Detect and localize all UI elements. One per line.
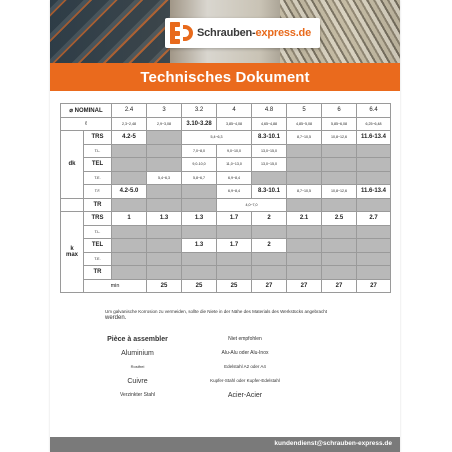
table-cell: 11.6-13.4 [357, 185, 391, 199]
material-name: Pièce à assembler [107, 336, 168, 343]
table-cell: 5,4~6,3 [182, 131, 252, 145]
empty-cell [217, 266, 252, 280]
empty-cell [322, 158, 357, 172]
empty-cell [322, 198, 357, 212]
empty-cell [322, 171, 357, 185]
empty-cell [147, 266, 182, 280]
empty-cell [357, 158, 391, 172]
table-cell: 6 [322, 104, 357, 118]
table-cell: 2.5 [322, 212, 357, 226]
table-cell: 10,8~12,6 [322, 131, 357, 145]
table-cell: 3.2 [182, 104, 217, 118]
table-row [61, 104, 391, 118]
empty-cell [287, 171, 322, 185]
table-cell: 2,3~2,48 [112, 117, 147, 131]
table-row [61, 117, 391, 131]
table-cell: 5,4~6,3 [147, 171, 182, 185]
recommended-rivet: Niet empfohlen [228, 336, 262, 342]
empty-cell [147, 252, 182, 266]
empty-cell [252, 252, 287, 266]
empty-cell [182, 266, 217, 280]
table-cell: min [84, 279, 147, 293]
table-cell: 25 [147, 279, 182, 293]
table-cell: 1.7 [217, 239, 252, 253]
empty-cell [182, 252, 217, 266]
material-row [100, 336, 310, 350]
empty-cell [252, 171, 287, 185]
table-cell: 2 [252, 239, 287, 253]
brand-logo-icon [170, 22, 194, 44]
table-cell: 6,9~8,4 [217, 185, 252, 199]
table-row [61, 171, 391, 185]
empty-cell [322, 225, 357, 239]
recommended-rivet: Kupfer-Stahl oder Kupfer-Edelstahl [210, 378, 280, 383]
empty-cell [147, 239, 182, 253]
empty-cell [112, 225, 147, 239]
tools-photo [50, 0, 170, 63]
empty-cell [287, 266, 322, 280]
empty-cell [322, 266, 357, 280]
empty-cell [147, 144, 182, 158]
empty-cell [357, 252, 391, 266]
table-cell [61, 198, 84, 212]
table-cell: 1.3 [182, 239, 217, 253]
table-cell: k max [61, 212, 84, 293]
table-cell: 6.4 [357, 104, 391, 118]
empty-cell [357, 171, 391, 185]
table-cell: 1 [112, 212, 147, 226]
table-row [61, 158, 391, 172]
table-cell: T.E. [84, 252, 112, 266]
table-cell: 4,85~5,08 [287, 117, 322, 131]
empty-cell [147, 225, 182, 239]
document-page [50, 0, 400, 452]
material-name: Aluminium [121, 350, 154, 357]
recommended-rivet: Alu-Alu oder Alu-Inox [221, 350, 269, 356]
table-cell: TR [84, 198, 112, 212]
table-cell: 13,0~15,0 [252, 144, 287, 158]
table-cell: 27 [322, 279, 357, 293]
table-cell: 4,65~4,88 [252, 117, 287, 131]
table-row [61, 252, 391, 266]
empty-cell [357, 144, 391, 158]
empty-cell [357, 266, 391, 280]
empty-cell [287, 225, 322, 239]
table-cell: 6,9~8,4 [217, 171, 252, 185]
empty-cell [112, 239, 147, 253]
table-cell: 1.3 [147, 212, 182, 226]
table-cell: 9,0~10,0 [217, 144, 252, 158]
table-cell: 27 [287, 279, 322, 293]
table-cell: T.F. [84, 185, 112, 199]
empty-cell [147, 131, 182, 145]
table-row [61, 266, 391, 280]
title-banner [50, 63, 400, 91]
empty-cell [322, 144, 357, 158]
empty-cell [287, 158, 322, 172]
table-cell: ℓ [61, 117, 112, 131]
empty-cell [217, 225, 252, 239]
table-cell: 2.4 [112, 104, 147, 118]
table-cell: 1.3 [182, 212, 217, 226]
table-cell: 4 [217, 104, 252, 118]
empty-cell [147, 158, 182, 172]
table-cell: 3.10-3.28 [182, 117, 217, 131]
empty-cell [357, 239, 391, 253]
table-cell: TRS [84, 212, 112, 226]
empty-cell [182, 225, 217, 239]
table-cell: 10,8~12,6 [322, 185, 357, 199]
table-cell: 4.2-5.0 [112, 185, 147, 199]
materials-list [100, 336, 310, 406]
recommended-rivet: Acier-Acier [227, 392, 263, 399]
table-cell: 2.1 [287, 212, 322, 226]
table-cell: 1.7 [217, 212, 252, 226]
table-row [61, 144, 391, 158]
table-cell: 11.6-13.4 [357, 131, 391, 145]
material-row [100, 378, 310, 392]
table-cell: 3,85~4,08 [217, 117, 252, 131]
material-name: Verzinkter Stahl [119, 392, 156, 398]
table-cell: 11,0~13,0 [217, 158, 252, 172]
empty-cell [112, 144, 147, 158]
table-cell: TRS [84, 131, 112, 145]
table-cell: dk [61, 131, 84, 199]
table-row [61, 225, 391, 239]
empty-cell [182, 198, 217, 212]
table-cell: TEL [84, 158, 112, 172]
table-row [61, 131, 391, 145]
spec-table [60, 103, 391, 293]
table-cell: TEL [84, 239, 112, 253]
table-cell: 8,7~10,5 [287, 131, 322, 145]
empty-cell [287, 239, 322, 253]
empty-cell [217, 252, 252, 266]
empty-cell [112, 158, 147, 172]
brand-name: Schrauben-express.de [197, 27, 311, 39]
material-row [100, 392, 310, 406]
empty-cell [252, 225, 287, 239]
empty-cell [112, 252, 147, 266]
table-cell: 2.7 [357, 212, 391, 226]
header-photo [50, 0, 400, 63]
empty-cell [287, 198, 322, 212]
table-cell: T.E. [84, 171, 112, 185]
empty-cell [112, 198, 147, 212]
note-line-2: werden. [105, 315, 127, 321]
corrosion-note [105, 308, 385, 322]
material-row [100, 350, 310, 364]
table-cell: 2 [252, 212, 287, 226]
brand-logo [165, 18, 320, 48]
table-cell: T.L. [84, 225, 112, 239]
empty-cell [322, 252, 357, 266]
table-cell: 5 [287, 104, 322, 118]
empty-cell [287, 252, 322, 266]
table-cell: 2,9~3,08 [147, 117, 182, 131]
table-cell: 7,0~8,0 [182, 144, 217, 158]
table-cell: 3 [147, 104, 182, 118]
empty-cell [252, 266, 287, 280]
empty-cell [182, 185, 217, 199]
table-cell: 8.3-10.1 [252, 131, 287, 145]
table-row [61, 239, 391, 253]
table-cell: 27 [252, 279, 287, 293]
table-cell: 8,7~10,5 [287, 185, 322, 199]
empty-cell [147, 198, 182, 212]
recommended-rivet: Edelstahl A2 oder A4 [224, 364, 266, 369]
table-cell: 5,85~6,08 [322, 117, 357, 131]
table-row [61, 212, 391, 226]
table-cell: 4.2-5 [112, 131, 147, 145]
empty-cell [357, 198, 391, 212]
table-cell: TR [84, 266, 112, 280]
table-cell: 4,0~7,0 [217, 198, 287, 212]
material-row [100, 364, 310, 378]
material-name: Rostfrei [130, 364, 145, 369]
empty-cell [147, 185, 182, 199]
table-row [61, 198, 391, 212]
table-cell: 13,0~15,0 [252, 158, 287, 172]
table-cell: ⌀ NOMINAL [61, 104, 112, 118]
empty-cell [112, 171, 147, 185]
table-row [61, 185, 391, 199]
empty-cell [357, 225, 391, 239]
table-cell: 5,8~6,7 [182, 171, 217, 185]
empty-cell [112, 266, 147, 280]
table-cell: 9,0-10,0 [182, 158, 217, 172]
document-title: Technisches Dokument [140, 68, 310, 86]
material-name: Cuivre [127, 378, 148, 385]
table-cell: 27 [357, 279, 391, 293]
table-cell: 6,25~6,48 [357, 117, 391, 131]
empty-cell [322, 239, 357, 253]
empty-cell [287, 144, 322, 158]
table-cell: 25 [217, 279, 252, 293]
table-cell: T.L. [84, 144, 112, 158]
footer-bar [50, 437, 400, 452]
footer-email[interactable]: kundendienst@schrauben-express.de [274, 440, 392, 447]
table-row [61, 279, 391, 293]
table-cell: 25 [182, 279, 217, 293]
table-cell: 8.3-10.1 [252, 185, 287, 199]
note-line-1: Um galvanische Korrosion zu vermeiden, sollte die Niete in der Nähe des Materials des Werkstücks angebracht [105, 309, 328, 314]
table-cell: 4.8 [252, 104, 287, 118]
